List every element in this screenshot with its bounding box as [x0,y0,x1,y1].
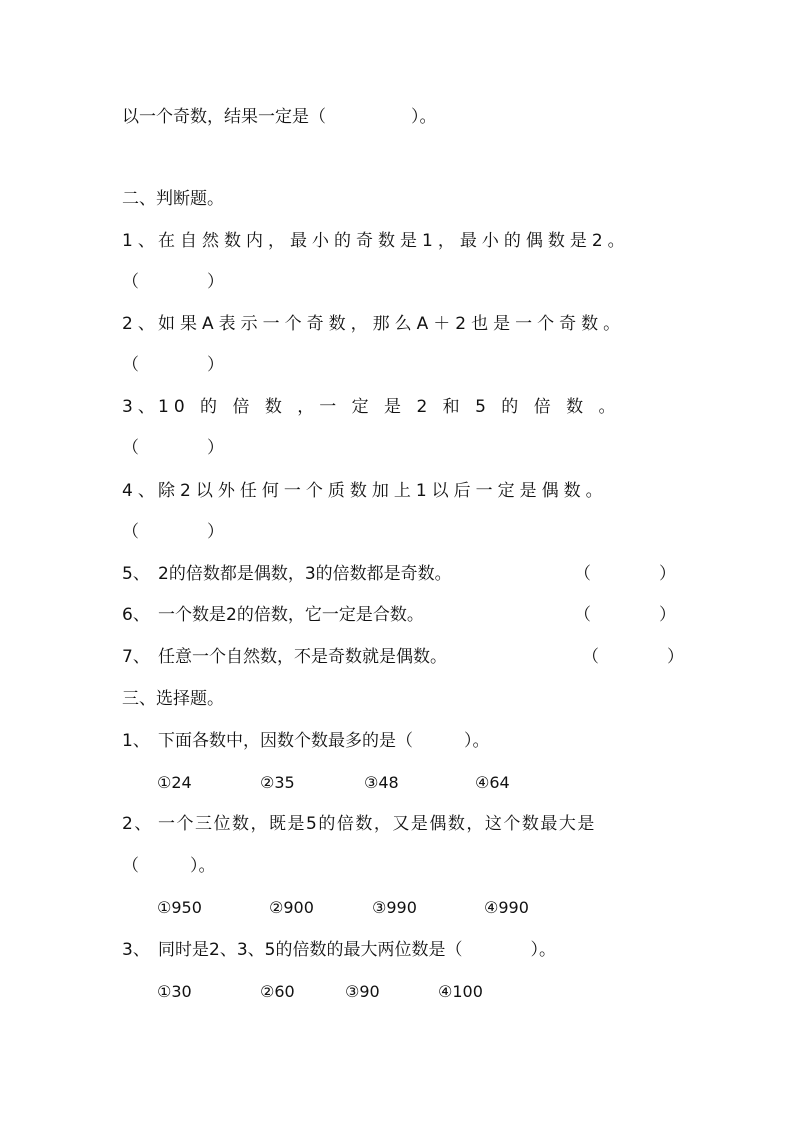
judge-item-3-text: 10 的 倍 数 ，一 定 是 2 和 5 的 倍 数 。 [158,397,621,417]
choice-2-option-2[interactable]: ②900 [269,898,314,917]
choice-item-1-text: 下面各数中，因数个数最多的是（ ）。 [158,731,490,751]
judge-item-1-number: 1、 [122,231,160,251]
choice-item-3-text: 同时是2、3、5的倍数的最大两位数是（ ）。 [158,940,556,960]
judge-item-6-text: 一个数是2的倍数，它一定是合数。 [158,605,424,625]
judge-item-3 [122,396,621,418]
choice-3-option-1[interactable]: ①30 [157,982,192,1001]
judge-item-4-answer-blank[interactable]: （ ） [122,522,224,542]
judge-item-6 [122,604,424,626]
choice-item-1-number: 1、 [122,731,150,751]
choice-2-option-1[interactable]: ①950 [157,898,202,917]
judge-item-7-number: 7、 [122,647,150,667]
judge-item-5 [122,563,452,585]
choice-item-2-number: 2、 [122,814,153,834]
judge-item-6-number: 6、 [122,605,150,625]
choice-1-option-1[interactable]: ①24 [157,773,192,792]
judge-item-2 [122,313,625,335]
judge-item-6-answer-blank[interactable]: （ ） [574,605,676,625]
choice-1-option-3[interactable]: ③48 [364,773,399,792]
choice-item-2-text: 一个三位数，既是5的倍数，又是偶数，这个数最大是 [158,814,596,834]
choice-1-option-2[interactable]: ②35 [260,773,295,792]
judge-item-4-number: 4、 [122,481,160,501]
judge-item-4 [122,480,608,502]
choice-item-2-answer-blank[interactable]: （ ）。 [122,856,216,876]
judge-item-5-number: 5、 [122,564,150,584]
judge-item-2-answer-blank[interactable]: （ ） [122,355,224,375]
judge-item-7-text: 任意一个自然数，不是奇数就是偶数。 [158,647,447,667]
choice-2-option-4[interactable]: ④990 [484,898,529,917]
section-title-choice: 三、选择题。 [122,689,224,709]
choice-3-option-3[interactable]: ③90 [345,982,380,1001]
judge-item-7-answer-blank[interactable]: （ ） [582,647,684,667]
choice-item-2 [122,813,596,835]
choice-item-3 [122,939,556,961]
choice-1-option-4[interactable]: ④64 [475,773,510,792]
judge-item-5-answer-blank[interactable]: （ ） [574,564,676,584]
fill-blank-continuation: 以一个奇数，结果一定是（ ）。 [122,107,437,127]
judge-item-7 [122,646,447,668]
section-title-judgment: 二、判断题。 [122,189,224,209]
judge-item-1 [122,230,630,252]
choice-item-1 [122,730,490,752]
choice-3-option-4[interactable]: ④100 [438,982,483,1001]
judge-item-5-text: 2的倍数都是偶数，3的倍数都是奇数。 [158,564,452,584]
judge-item-1-answer-blank[interactable]: （ ） [122,272,224,292]
choice-2-option-3[interactable]: ③990 [372,898,417,917]
judge-item-2-number: 2、 [122,314,160,334]
choice-3-option-2[interactable]: ②60 [260,982,295,1001]
judge-item-3-answer-blank[interactable]: （ ） [122,438,224,458]
judge-item-3-number: 3、 [122,397,160,417]
judge-item-2-text: 如果A表示一个奇数，那么A＋2也是一个奇数。 [158,314,626,334]
judge-item-4-text: 除2以外任何一个质数加上1以后一定是偶数。 [158,481,608,501]
choice-item-3-number: 3、 [122,940,150,960]
judge-item-1-text: 在自然数内，最小的奇数是1，最小的偶数是2。 [158,231,630,251]
